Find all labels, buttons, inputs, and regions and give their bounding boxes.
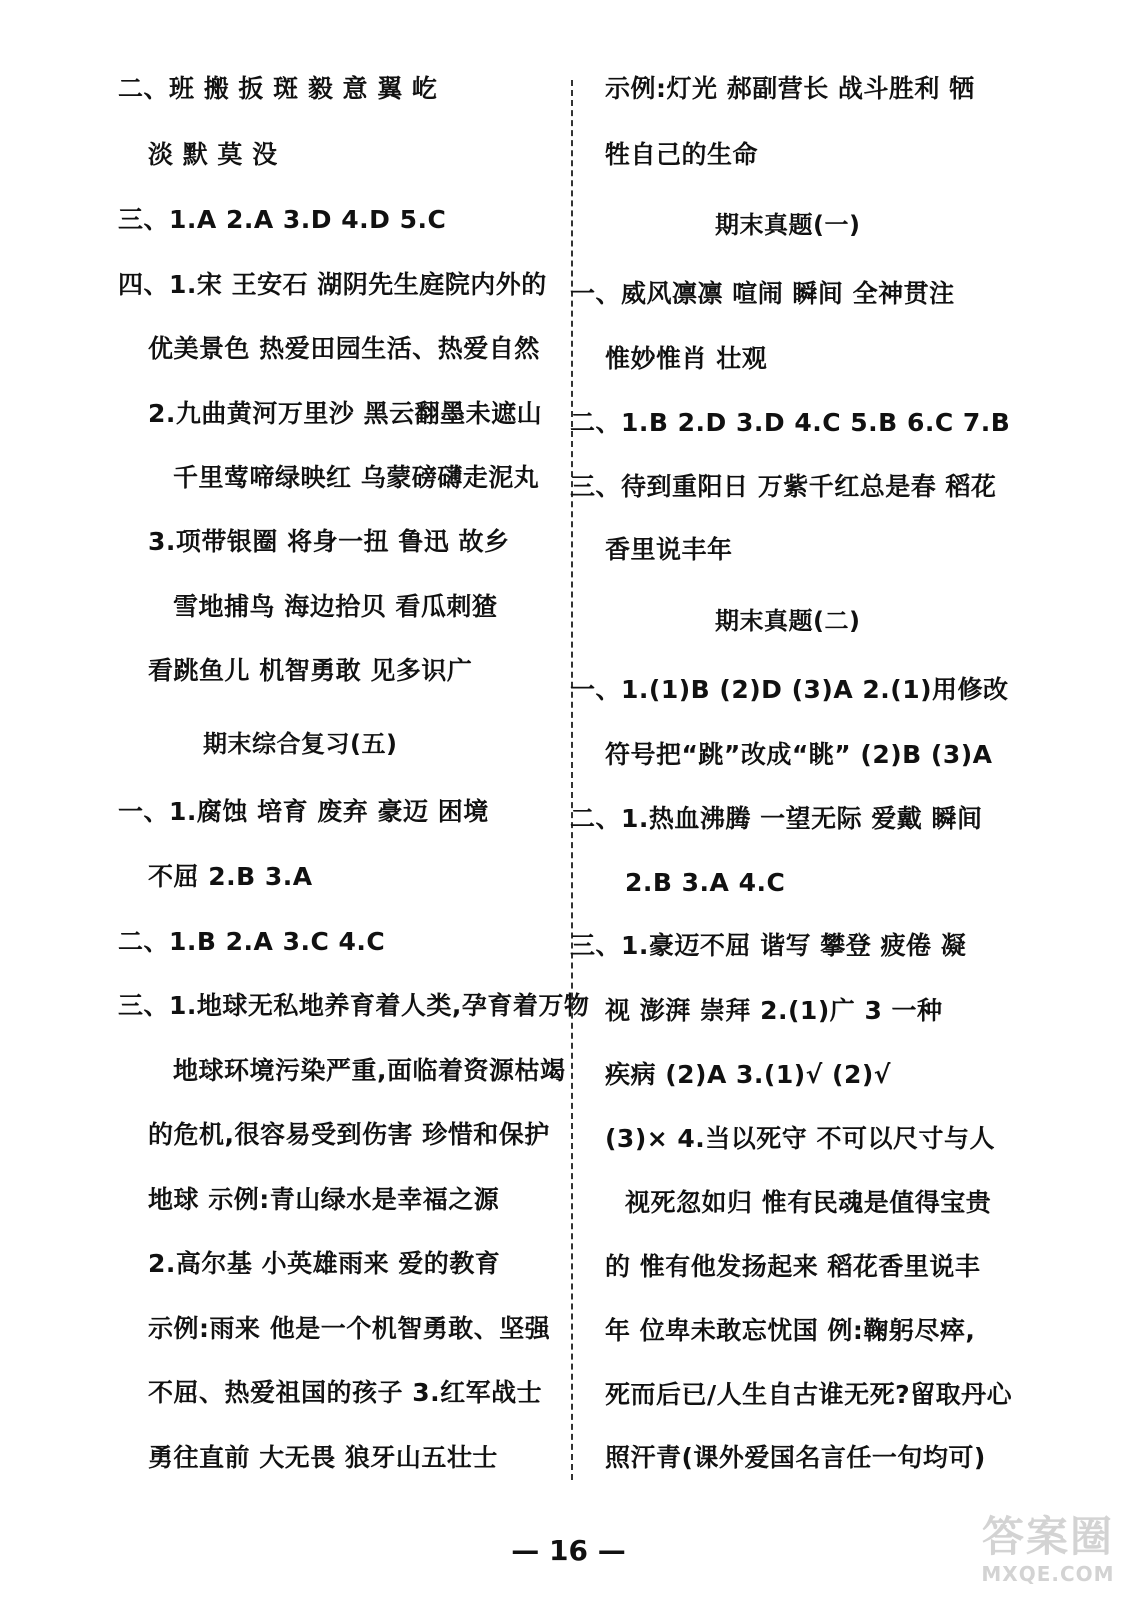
page-number: — 16 — [511,1534,626,1567]
answer-line: 地球 示例:青山绿水是幸福之源 [148,1185,500,1214]
answer-line: 不屈、热爱祖国的孩子 3.红军战士 [148,1378,543,1407]
answer-line: 淡 默 莫 没 [148,140,278,169]
answer-line: 二、1.B 2.D 3.D 4.C 5.B 6.C 7.B [570,408,1011,437]
answer-line: 勇往直前 大无畏 狼牙山五壮士 [148,1443,498,1472]
answer-line: 3.项带银圈 将身一扭 鲁迅 故乡 [148,527,510,556]
answer-line: 视死忽如归 惟有民魂是值得宝贵 [625,1188,992,1217]
answer-line: 三、1.地球无私地养育着人类,孕育着万物 [118,991,590,1020]
answer-line: 视 澎湃 崇拜 2.(1)广 3 一种 [605,996,943,1025]
answer-line: 二、1.热血沸腾 一望无际 爱戴 瞬间 [570,804,983,833]
answer-line: 二、班 搬 扳 斑 毅 意 翼 屹 [118,74,438,103]
answer-line: 地球环境污染严重,面临着资源枯竭 [173,1056,566,1085]
answer-line: 三、1.豪迈不屈 谐写 攀登 疲倦 凝 [570,931,967,960]
answer-line: 的危机,很容易受到伤害 珍惜和保护 [148,1120,550,1149]
watermark-url: MXQE.COM [981,1562,1115,1586]
answer-line: 一、威风凛凛 喧闹 瞬间 全神贯注 [570,279,955,308]
answer-line: 符号把“跳”改成“眺” (2)B (3)A [605,740,993,769]
answer-line: 死而后已/人生自古谁无死?留取丹心 [605,1380,1013,1409]
watermark-text: 答案圈 [981,1512,1114,1561]
answer-line: 优美景色 热爱田园生活、热爱自然 [148,334,540,363]
answer-line: 牲自己的生命 [605,140,759,169]
answer-line: 年 位卑未敢忘忧国 例:鞠躬尽瘁, [605,1316,976,1345]
answer-line: 疾病 (2)A 3.(1)√ (2)√ [605,1060,891,1089]
answer-line: 千里莺啼绿映红 乌蒙磅礴走泥丸 [173,463,540,492]
answer-line: 照汗青(课外爱国名言任一句均可) [605,1443,986,1472]
section-heading: 期末综合复习(五) [203,730,398,758]
answer-line: 不屈 2.B 3.A [148,862,313,891]
answer-line: 三、待到重阳日 万紫千红总是春 稻花 [570,472,997,501]
section-heading: 期末真题(一) [715,211,861,239]
answer-line: 一、1.腐蚀 培育 废弃 豪迈 困境 [118,797,489,826]
section-heading: 期末真题(二) [715,607,861,635]
answer-line: 2.九曲黄河万里沙 黑云翻墨未遮山 [148,399,543,428]
answer-line: 二、1.B 2.A 3.C 4.C [118,927,386,956]
answer-line: 的 惟有他发扬起来 稻花香里说丰 [605,1252,981,1281]
answer-line: 示例:灯光 郝副营长 战斗胜利 牺 [605,74,975,103]
answer-line: (3)× 4.当以死守 不可以尺寸与人 [605,1124,995,1153]
answer-line: 惟妙惟肖 壮观 [605,344,768,373]
answer-line: 四、1.宋 王安石 湖阴先生庭院内外的 [118,270,547,299]
answer-line: 2.高尔基 小英雄雨来 爱的教育 [148,1249,501,1278]
watermark-logo [973,1512,1123,1592]
answer-line: 三、1.A 2.A 3.D 4.D 5.C [118,205,447,234]
answer-line: 看跳鱼儿 机智勇敢 见多识广 [148,656,473,685]
answer-line: 雪地捕鸟 海边拾贝 看瓜刺猹 [173,592,498,621]
answer-line: 示例:雨来 他是一个机智勇敢、坚强 [148,1314,551,1343]
answer-line: 香里说丰年 [605,535,733,564]
answer-line: 一、1.(1)B (2)D (3)A 2.(1)用修改 [570,675,1009,704]
answer-line: 2.B 3.A 4.C [625,868,786,897]
